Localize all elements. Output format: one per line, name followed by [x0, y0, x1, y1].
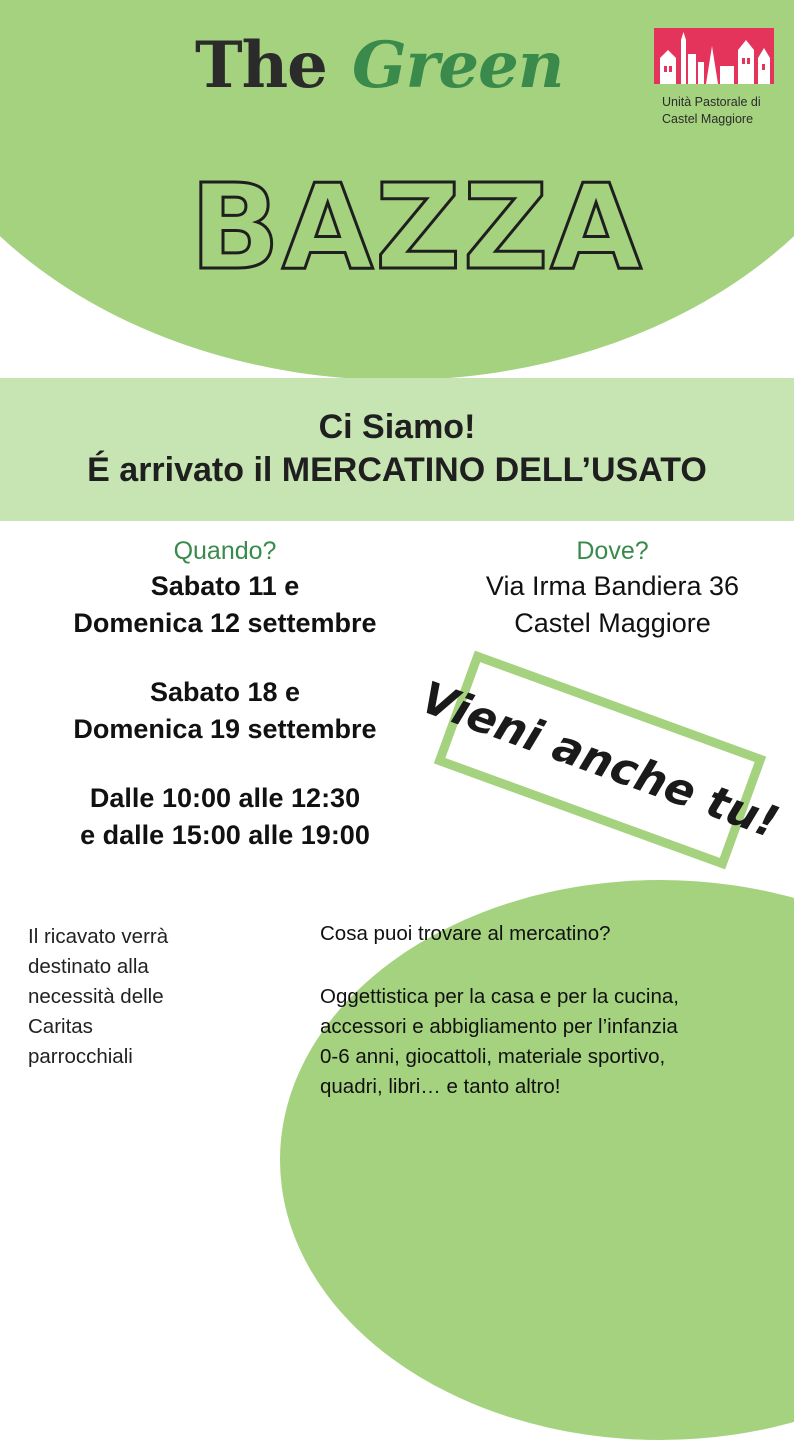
items-line-2: accessori e abbigliamento per l’infanzia [320, 1015, 678, 1038]
items-line-4: quadri, libri… e tanto altro! [320, 1075, 561, 1098]
items-line-3: 0-6 anni, giocattoli, materiale sportivo, [320, 1045, 666, 1068]
stamp-text: Vieni anche tu! [414, 671, 786, 849]
note-line-4: Caritas [28, 1015, 93, 1038]
dates-2-line-1: Sabato 18 e [149, 677, 301, 707]
dates-1-line-2: Domenica 12 settembre [73, 608, 377, 638]
hours-line-2: e dalle 15:00 alle 19:00 [80, 820, 370, 850]
title-the: The [195, 28, 327, 103]
announcement-band [0, 378, 794, 521]
note-line-3: necessità delle [28, 985, 164, 1008]
note-line-5: parrocchiali [28, 1045, 133, 1068]
note-line-2: destinato alla [28, 955, 149, 978]
proceeds-note [28, 922, 238, 1072]
band-headline: Ci Siamo! [318, 408, 476, 446]
invitation-stamp [414, 651, 786, 870]
items-heading: Cosa puoi trovare al mercatino? [320, 922, 611, 945]
title-bazza: BAZZA [190, 158, 644, 296]
note-line-1: Il ricavato verrà [28, 925, 169, 948]
logo-caption-line2: Castel Maggiore [662, 112, 754, 126]
when-label: Quando? [173, 537, 277, 565]
when-section [20, 537, 430, 854]
town-skyline-icon [654, 28, 774, 84]
address-line-1: Via Irma Bandiera 36 [485, 571, 740, 601]
items-description [320, 982, 790, 1102]
where-label: Dove? [576, 537, 649, 565]
logo-caption-line1: Unità Pastorale di [662, 95, 761, 109]
where-section [450, 537, 775, 642]
hours-line-1: Dalle 10:00 alle 12:30 [89, 783, 361, 813]
dates-2-line-2: Domenica 19 settembre [73, 714, 377, 744]
bottom-green-blob [280, 880, 794, 1440]
address-line-2: Castel Maggiore [514, 608, 711, 638]
band-subheadline: É arrivato il MERCATINO DELL’USATO [87, 451, 707, 489]
logo-caption [662, 94, 761, 128]
items-line-1: Oggettistica per la casa e per la cucina, [320, 985, 679, 1008]
title-green: Green [352, 28, 564, 103]
dates-1-line-1: Sabato 11 e [150, 571, 300, 601]
